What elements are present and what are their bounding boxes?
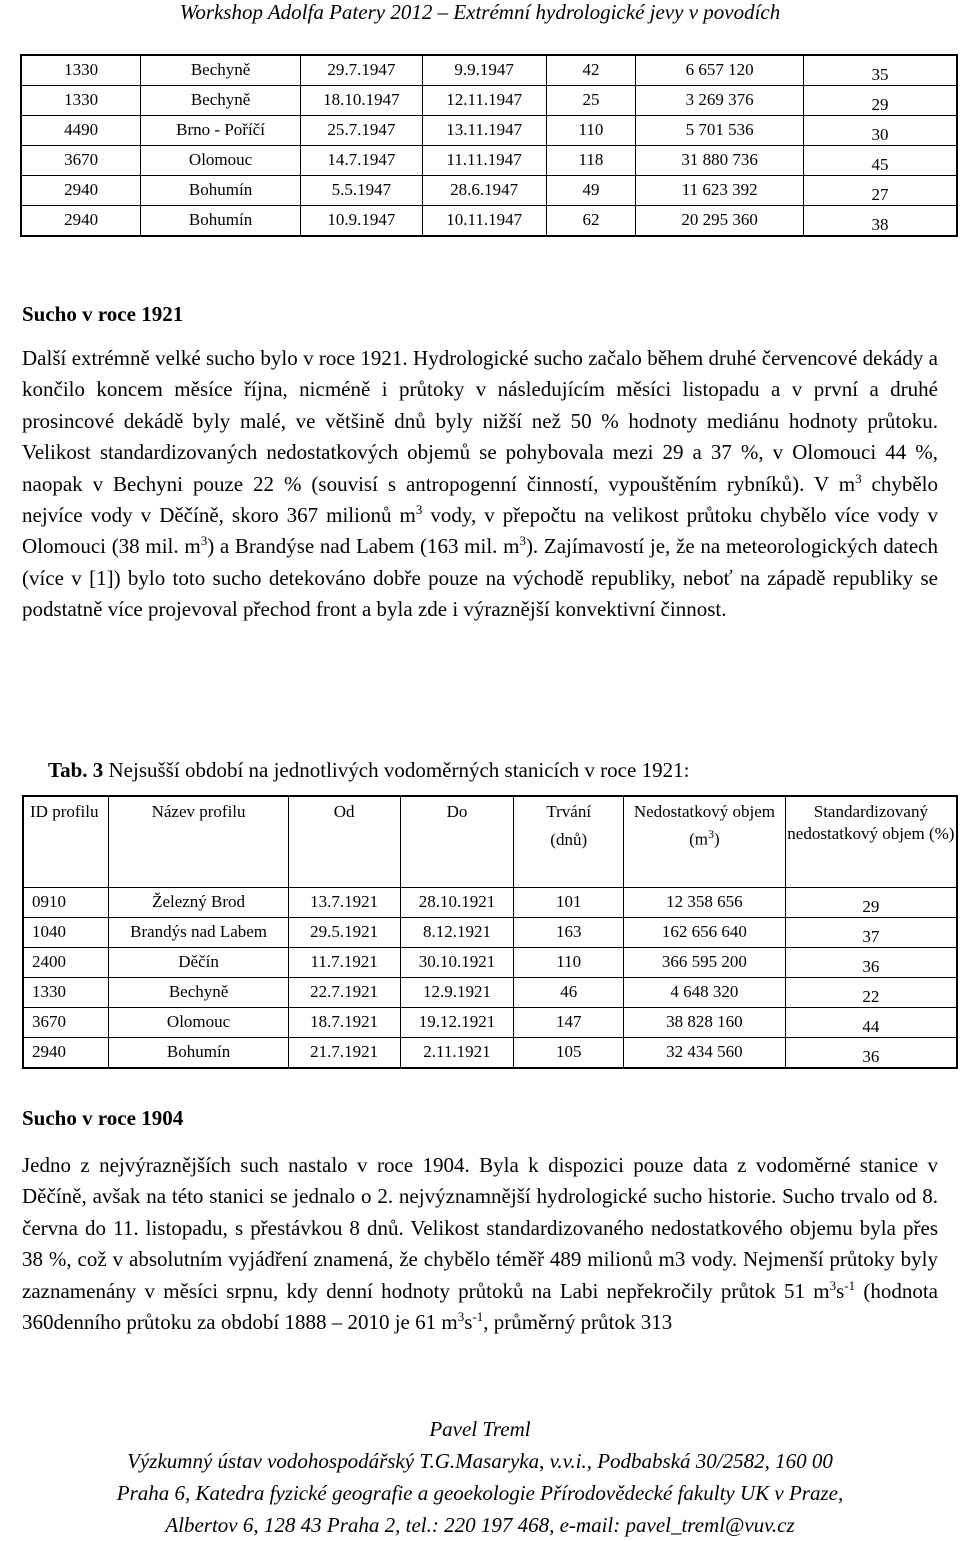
table-cell: 3670 bbox=[23, 1008, 109, 1038]
table-cell: 22 bbox=[785, 978, 957, 1008]
table-cell: Bechyně bbox=[141, 55, 301, 86]
table-cell: 38 bbox=[803, 206, 957, 237]
table-cell: 110 bbox=[546, 116, 636, 146]
footer-author: Pavel Treml bbox=[429, 1417, 531, 1441]
table-cell: 49 bbox=[546, 176, 636, 206]
table-caption: Tab. 3 Nejsušší období na jednotlivých vodoměrných stanicích v roce 1921: bbox=[48, 758, 690, 782]
table-cell: 29.5.1921 bbox=[288, 918, 400, 948]
table-cell: 1330 bbox=[21, 86, 141, 116]
table-cell: 2940 bbox=[21, 206, 141, 237]
header-name: Název profilu bbox=[109, 796, 288, 888]
table-cell: 105 bbox=[514, 1038, 624, 1069]
table-cell: 36 bbox=[785, 1038, 957, 1069]
table-cell: 42 bbox=[546, 55, 636, 86]
table-cell: 12.11.1947 bbox=[422, 86, 546, 116]
table-cell: 19.12.1921 bbox=[400, 1008, 514, 1038]
header-od: Od bbox=[288, 796, 400, 888]
table-cell: 44 bbox=[785, 1008, 957, 1038]
table-cell: 1330 bbox=[21, 55, 141, 86]
table-cell: 22.7.1921 bbox=[288, 978, 400, 1008]
table-cell: 28.10.1921 bbox=[400, 888, 514, 918]
table-1921 bbox=[22, 795, 958, 1069]
table-cell: 32 434 560 bbox=[624, 1038, 786, 1069]
table-row bbox=[23, 948, 957, 978]
header-nedostatkovy: Nedostatkový objem $(m^3)$ bbox=[624, 796, 786, 888]
table-cell: 36 bbox=[785, 948, 957, 978]
table-cell: 163 bbox=[514, 918, 624, 948]
table-cell: 6 657 120 bbox=[636, 55, 804, 86]
table-cell: 8.12.1921 bbox=[400, 918, 514, 948]
section-title-1921: Sucho v roce 1921 bbox=[22, 302, 184, 326]
table-cell: Bohumín bbox=[109, 1038, 288, 1069]
table-cell: Bechyně bbox=[109, 978, 288, 1008]
table-cell: 30.10.1921 bbox=[400, 948, 514, 978]
table-cell: 4490 bbox=[21, 116, 141, 146]
table-row bbox=[23, 918, 957, 948]
table-cell: 10.9.1947 bbox=[300, 206, 422, 237]
table-cell: 2940 bbox=[23, 1038, 109, 1069]
table-cell: 147 bbox=[514, 1008, 624, 1038]
table-cell: 1330 bbox=[23, 978, 109, 1008]
table-cell: 11.11.1947 bbox=[422, 146, 546, 176]
header-do: Do bbox=[400, 796, 514, 888]
table-cell: 0910 bbox=[23, 888, 109, 918]
table-cell: 29 bbox=[785, 888, 957, 918]
table-cell: 30 bbox=[803, 116, 957, 146]
table-cell: 28.6.1947 bbox=[422, 176, 546, 206]
table-header-row bbox=[23, 796, 957, 888]
table-cell: 62 bbox=[546, 206, 636, 237]
table-cell: 4 648 320 bbox=[624, 978, 786, 1008]
table-cell: Brno - Poříčí bbox=[141, 116, 301, 146]
paragraph-1921: Další extrémně velké sucho bylo v roce 1921. Hydrologické sucho začalo během druhé červencové dekády a končilo koncem měsíce října, nicméně i průtoky v následujícím měsíci listopadu a v první a druhé prosincové dekádě byly malé, ve většině dnů byly nižší než 50 % hodnoty mediánu hodnoty průtoku. Velikost standardizovaných nedostatkových objemů se pohybovala mezi 29 a 37 %, v Olomouci 44 %, naopak v Bechyni pouze 22 % (souvisí s antropogenní činností, vypouštěním rybníků). V $m^3$ chybělo nejvíce vody v Děčíně, skoro 367 milionů $m^3$ vody, v přepočtu na velikost průtoku chybělo více vody v Olomouci (38 mil. $m^3$) a Brandýse nad Labem (163 mil. $m^3$). Zajímavostí je, že na meteorologických datech (více v [1]) bylo toto sucho detekováno dobře pouze na východě republiky, neboť na západě republiky se podstatně více projevoval přechod front a byla zde i výraznější konvektivní činnost. bbox=[22, 346, 939, 622]
header-standardizovany: Standardizovaný nedostatkový objem (%) bbox=[785, 796, 957, 888]
table-cell: Olomouc bbox=[109, 1008, 288, 1038]
table-cell: Brandýs nad Labem bbox=[109, 918, 288, 948]
table-row bbox=[21, 55, 957, 86]
table-cell: 3670 bbox=[21, 146, 141, 176]
table-cell: 10.11.1947 bbox=[422, 206, 546, 237]
table-cell: Bohumín bbox=[141, 176, 301, 206]
table-cell: Olomouc bbox=[141, 146, 301, 176]
footer-line-2: Praha 6, Katedra fyzické geografie a geoekologie Přírodovědecké fakulty UK v Praze, bbox=[116, 1481, 844, 1505]
table-row bbox=[21, 146, 957, 176]
table-cell: 2.11.1921 bbox=[400, 1038, 514, 1069]
table-cell: 29.7.1947 bbox=[300, 55, 422, 86]
table-row bbox=[23, 978, 957, 1008]
section-title-1904: Sucho v roce 1904 bbox=[22, 1106, 184, 1130]
table-cell: 110 bbox=[514, 948, 624, 978]
table-cell: 45 bbox=[803, 146, 957, 176]
table-cell: 118 bbox=[546, 146, 636, 176]
table-cell: 46 bbox=[514, 978, 624, 1008]
table-cell: 38 828 160 bbox=[624, 1008, 786, 1038]
table-cell: 13.7.1921 bbox=[288, 888, 400, 918]
table-cell: 21.7.1921 bbox=[288, 1038, 400, 1069]
table-cell: 20 295 360 bbox=[636, 206, 804, 237]
table-cell: 366 595 200 bbox=[624, 948, 786, 978]
table-row bbox=[23, 1008, 957, 1038]
table-row bbox=[21, 176, 957, 206]
table-row bbox=[23, 1038, 957, 1069]
table-cell: 2400 bbox=[23, 948, 109, 978]
table-cell: 5 701 536 bbox=[636, 116, 804, 146]
table-cell: 37 bbox=[785, 918, 957, 948]
table-row bbox=[21, 86, 957, 116]
table-cell: 18.10.1947 bbox=[300, 86, 422, 116]
footer-line-1: Výzkumný ústav vodohospodářský T.G.Masaryka, v.v.i., Podbabská 30/2582, 160 00 bbox=[127, 1449, 833, 1473]
table-cell: 12.9.1921 bbox=[400, 978, 514, 1008]
table-cell: 2940 bbox=[21, 176, 141, 206]
table-cell: 14.7.1947 bbox=[300, 146, 422, 176]
paragraph-1904: Jedno z nejvýraznějších such nastalo v roce 1904. Byla k dispozici pouze data z vodoměrné stanice v Děčíně, avšak na této stanici se jednalo o 2. nejvýznamnější hydrologické sucho historie. Sucho trvalo od 8. června do 11. listopadu, s přestávkou 8 dnů. Velikost standardizovaného nedostatkového objemu byla přes 38 %, což v absolutním vyjádření znamená, že chybělo téměř 489 milionů m3 vody. Nejmenší průtoky byly zaznamenány v měsíci srpnu, kdy denní hodnoty průtoků na Labi nepřekročily průtok 51 $m^3s^{-1}$ (hodnota 360denního průtoku za období 1888 – 2010 je 61 $m^3s^{-1}$, průměrný průtok 313 bbox=[22, 1153, 938, 1335]
table-row bbox=[21, 116, 957, 146]
table-row bbox=[21, 206, 957, 237]
table-cell: Bechyně bbox=[141, 86, 301, 116]
table-cell: 11 623 392 bbox=[636, 176, 804, 206]
table-cell: 35 bbox=[803, 55, 957, 86]
footer-line-3: Albertov 6, 128 43 Praha 2, tel.: 220 197 468, e-mail: pavel_treml@vuv.cz bbox=[165, 1513, 795, 1537]
table-cell: 12 358 656 bbox=[624, 888, 786, 918]
table-cell: 18.7.1921 bbox=[288, 1008, 400, 1038]
table-cell: 27 bbox=[803, 176, 957, 206]
table-cell: 162 656 640 bbox=[624, 918, 786, 948]
table-cell: 13.11.1947 bbox=[422, 116, 546, 146]
table-cell: 9.9.1947 bbox=[422, 55, 546, 86]
table-cell: 31 880 736 bbox=[636, 146, 804, 176]
table-cell: 1040 bbox=[23, 918, 109, 948]
table-cell: Děčín bbox=[109, 948, 288, 978]
table-row bbox=[23, 888, 957, 918]
table-cell: 3 269 376 bbox=[636, 86, 804, 116]
page-header: Workshop Adolfa Patery 2012 – Extrémní hydrologické jevy v povodích bbox=[179, 0, 781, 24]
table-cell: 101 bbox=[514, 888, 624, 918]
table-cell: Bohumín bbox=[141, 206, 301, 237]
table-1947 bbox=[20, 54, 958, 237]
table-cell: 25 bbox=[546, 86, 636, 116]
table-cell: 25.7.1947 bbox=[300, 116, 422, 146]
header-trvani: Trvání (dnů) bbox=[514, 796, 624, 888]
table-cell: Železný Brod bbox=[109, 888, 288, 918]
table-cell: 5.5.1947 bbox=[300, 176, 422, 206]
table-cell: 29 bbox=[803, 86, 957, 116]
header-id: ID profilu bbox=[23, 796, 109, 888]
table-cell: 11.7.1921 bbox=[288, 948, 400, 978]
